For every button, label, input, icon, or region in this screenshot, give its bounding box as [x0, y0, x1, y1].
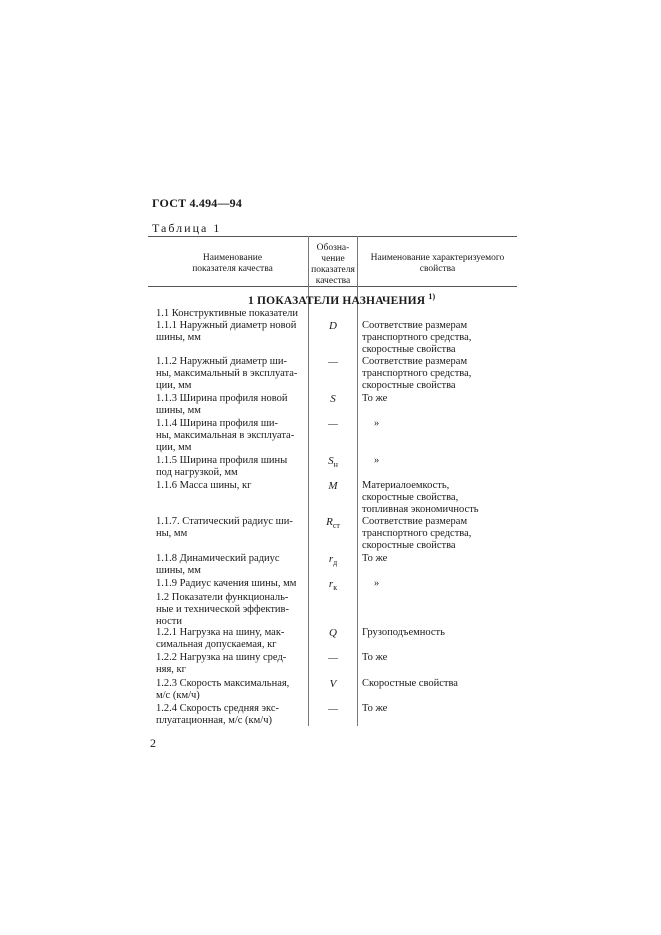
indicator-name-line: 1.1.3 Ширина профиля новой	[156, 393, 288, 404]
indicator-name-line: шины, мм	[156, 332, 201, 344]
indicator-name-line: 1.1.6 Масса шины, кг	[156, 480, 252, 491]
table-row-symbol: V	[329, 678, 337, 690]
table-row-symbol: —	[328, 652, 338, 664]
table-row-indicator-name	[156, 652, 306, 676]
property-line: транспортного средства,	[362, 332, 472, 344]
table-row-indicator-name	[156, 418, 306, 455]
indicator-name-line: 1.1.5 Ширина профиля шины	[156, 455, 288, 466]
table-row-symbol: S	[330, 393, 336, 405]
column-header-name	[160, 253, 305, 275]
section-footnote-mark: 1)	[428, 292, 436, 301]
property-line: Соответствие размерам	[362, 356, 468, 367]
table-row-indicator-name	[156, 356, 306, 393]
table-row-symbol: —	[328, 703, 338, 715]
property-line: »	[374, 418, 380, 429]
indicator-name-line: 1.1.8 Динамический радиус	[156, 553, 280, 564]
property-line: То же	[362, 553, 388, 564]
table-row-property	[362, 480, 512, 517]
indicator-name-line: симальная допускаемая, кг	[156, 639, 277, 651]
indicator-name-line: ные и технической эффектив-	[156, 604, 290, 616]
column-header-symbol	[309, 243, 357, 287]
table-row-indicator-name	[156, 308, 306, 320]
table-row-property	[362, 393, 512, 405]
table-row-indicator-name	[156, 592, 306, 629]
property-line: »	[374, 455, 380, 466]
table-row-property	[362, 455, 512, 467]
indicator-name-line: шины, мм	[156, 405, 201, 417]
column-header-name-line: показателя качества	[192, 264, 273, 274]
column-header-symbol-line: чение	[321, 254, 345, 264]
property-line: Соответствие размерам	[362, 320, 468, 331]
table-row-indicator-name	[156, 678, 306, 702]
property-line: Материалоемкость,	[362, 480, 450, 491]
table-row-property	[362, 356, 512, 393]
table-row-indicator-name	[156, 627, 306, 651]
indicator-name-line: под нагрузкой, мм	[156, 467, 238, 479]
indicator-name-line: 1.1.9 Радиус качения шины, мм	[156, 578, 297, 589]
table-row-symbol: $r_к$	[328, 578, 338, 593]
table-row-property	[362, 703, 512, 715]
table-row-symbol: Q	[329, 627, 337, 639]
page-number: 2	[150, 736, 156, 750]
table-row-property	[362, 553, 512, 565]
table-row-indicator-name	[156, 393, 306, 417]
table-row-property	[362, 516, 512, 553]
property-line: транспортного средства,	[362, 528, 472, 540]
table-row-symbol: $S_н$	[328, 455, 338, 470]
indicator-name-line: ции, мм	[156, 380, 192, 392]
column-divider-2	[357, 236, 358, 726]
table-row-symbol: D	[329, 320, 337, 332]
property-line: То же	[362, 652, 388, 663]
table-row-property	[362, 678, 512, 690]
column-divider-1	[308, 236, 309, 726]
property-line: топливная экономичность	[362, 504, 479, 516]
indicator-name-line: ны, мм	[156, 528, 188, 540]
table-top-rule	[148, 236, 517, 237]
section-title	[248, 292, 435, 307]
table-row-indicator-name	[156, 516, 306, 540]
indicator-name-line: ны, максимальный в эксплуата-	[156, 368, 298, 380]
indicator-name-line: 1.2.4 Скорость средняя экс-	[156, 703, 280, 714]
indicator-name-line: ции, мм	[156, 442, 192, 454]
table-row-property	[362, 627, 512, 639]
table-row-indicator-name	[156, 703, 306, 727]
property-line: скоростные свойства	[362, 344, 456, 356]
column-header-symbol-line: Обозна-	[316, 243, 350, 253]
indicator-name-line: ности	[156, 616, 182, 628]
table-row-indicator-name	[156, 480, 306, 492]
indicator-name-line: 1.1.1 Наружный диаметр новой	[156, 320, 297, 331]
table-row-symbol: —	[328, 356, 338, 368]
indicator-name-line: 1.2.1 Нагрузка на шину, мак-	[156, 627, 285, 638]
property-line: транспортного средства,	[362, 368, 472, 380]
table-row-property	[362, 418, 512, 430]
table-row-property	[362, 578, 512, 590]
indicator-name-line: 1.1.2 Наружный диаметр ши-	[156, 356, 287, 367]
table-row-property	[362, 320, 512, 357]
property-line: То же	[362, 703, 388, 714]
property-line: Скоростные свойства	[362, 678, 458, 689]
table-row-symbol: $R_{ст}$	[326, 516, 340, 531]
table-row-indicator-name	[156, 578, 306, 590]
property-line: »	[374, 578, 380, 589]
column-header-property-line: свойства	[419, 264, 456, 274]
indicator-name-line: 1.2.3 Скорость максимальная,	[156, 678, 290, 689]
column-header-property-line: Наименование характеризуемого	[370, 253, 505, 263]
column-header-symbol-line: показателя	[311, 265, 355, 275]
indicator-name-line: 1.1.4 Ширина профиля ши-	[156, 418, 279, 429]
section-title-text: 1 ПОКАЗАТЕЛИ НАЗНАЧЕНИЯ	[248, 294, 426, 307]
column-header-property	[360, 253, 515, 275]
property-line: скоростные свойства,	[362, 492, 459, 504]
table-row-symbol: $r_д$	[328, 553, 338, 568]
property-line: То же	[362, 393, 388, 404]
property-line: скоростные свойства	[362, 540, 456, 552]
table-row-property	[362, 652, 512, 664]
table-row-symbol: M	[328, 480, 338, 492]
indicator-name-line: няя, кг	[156, 664, 186, 676]
indicator-name-line: 1.2 Показатели функциональ-	[156, 592, 289, 603]
table-row-indicator-name	[156, 320, 306, 344]
column-header-symbol-line: качества	[315, 276, 351, 286]
table-label: Таблица 1	[152, 221, 222, 235]
document-code: ГОСТ 4.494—94	[152, 196, 243, 210]
indicator-name-line: 1.1 Конструктивные показатели	[156, 308, 299, 319]
table-row-indicator-name	[156, 553, 306, 577]
table-row-indicator-name	[156, 455, 306, 479]
property-line: Соответствие размерам	[362, 516, 468, 527]
indicator-name-line: 1.2.2 Нагрузка на шину сред-	[156, 652, 287, 663]
indicator-name-line: м/с (км/ч)	[156, 690, 200, 702]
indicator-name-line: ны, максимальная в эксплуата-	[156, 430, 295, 442]
property-line: скоростные свойства	[362, 380, 456, 392]
table-row-symbol: —	[328, 418, 338, 430]
column-header-name-line: Наименование	[202, 253, 263, 263]
property-line: Грузоподъемность	[362, 627, 445, 638]
indicator-name-line: 1.1.7. Статический радиус ши-	[156, 516, 293, 527]
indicator-name-line: шины, мм	[156, 565, 201, 577]
indicator-name-line: плуатационная, м/с (км/ч)	[156, 715, 272, 727]
